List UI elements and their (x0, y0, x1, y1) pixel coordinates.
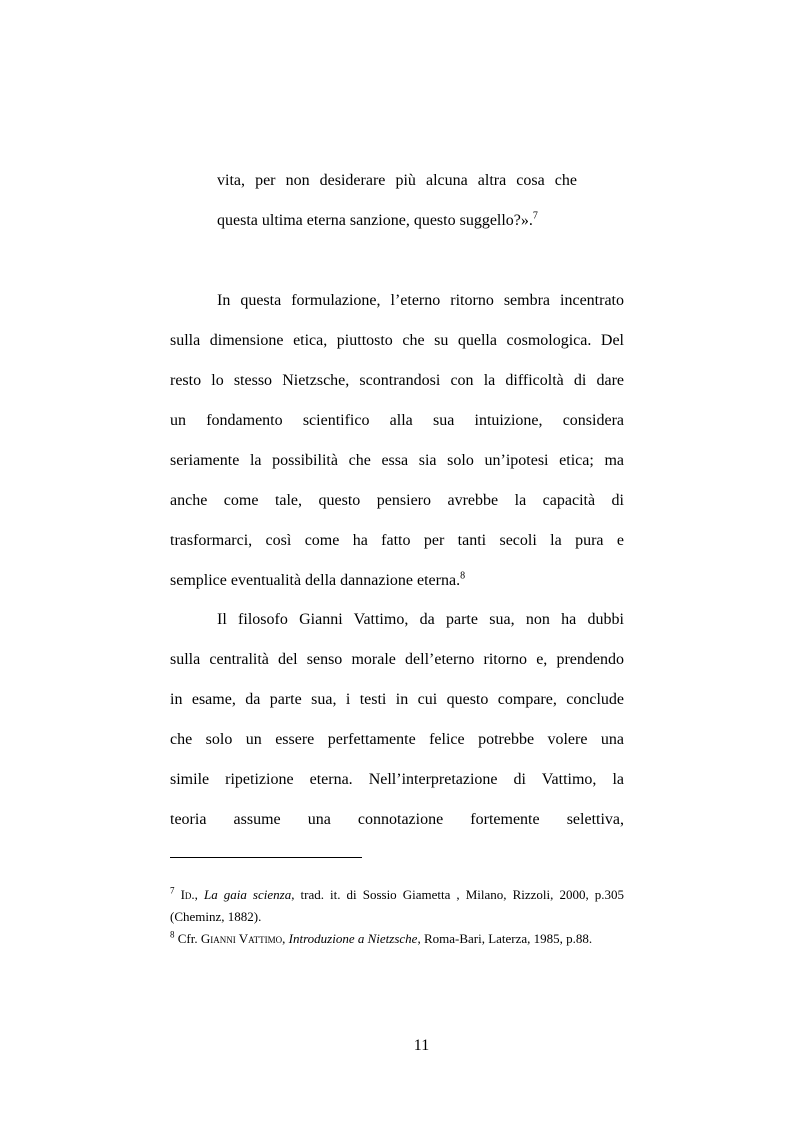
paragraph-line: resto lo stesso Nietzsche, scontrandosi con la difficoltà di dare (170, 372, 624, 389)
footnote-7-rest: , trad. it. di Sossio Giametta , Milano, Rizzoli, 2000, p.305 (291, 887, 625, 902)
footnotes (170, 884, 624, 950)
footnote-ref-8: 8 (460, 570, 466, 582)
paragraph-line (170, 561, 624, 601)
footnote-7-title: La gaia scienza (203, 887, 292, 902)
page-number: 11 (413, 1037, 430, 1054)
footnote-8-prefix: Cfr. (174, 931, 201, 946)
footnote-8-rest: , Roma-Bari, Laterza, 1985, p.88. (417, 931, 593, 946)
paragraph-line: Il filosofo Gianni Vattimo, da parte sua, non ha dubbi (217, 611, 624, 628)
paragraph-line: in esame, da parte sua, i testi in cui questo compare, conclude (170, 691, 624, 708)
footnote-7-author: Id. (180, 887, 195, 902)
quote-line-2 (217, 201, 577, 241)
footnote-separator (170, 857, 362, 858)
paragraph-1 (170, 281, 624, 601)
paragraph-line: che solo un essere perfettamente felice potrebbe volere una (170, 731, 624, 748)
quote-line-2-text: questa ultima eterna sanzione, questo suggello?». (217, 212, 533, 229)
block-quote (217, 161, 577, 241)
footnote-ref-7: 7 (532, 210, 538, 222)
footnote-8-sep: , (282, 931, 289, 946)
paragraph-line: simile ripetizione eterna. Nell’interpretazione di Vattimo, la (170, 771, 624, 788)
footnote-8-author: Gianni Vattimo (200, 931, 283, 946)
footnote-7 (170, 884, 624, 906)
footnote-7-mark: 7 (170, 885, 175, 896)
paragraph-line-text: semplice eventualità della dannazione eterna. (170, 572, 461, 589)
footnote-8 (170, 928, 624, 950)
paragraph-line: sulla dimensione etica, piuttosto che su quella cosmologica. Del (170, 332, 624, 349)
paragraph-line: seriamente la possibilità che essa sia solo un’ipotesi etica; ma (170, 452, 624, 469)
paragraph-line: trasformarci, così come ha fatto per tanti secoli la pura e (170, 532, 624, 549)
paragraph-line: In questa formulazione, l’eterno ritorno sembra incentrato (217, 292, 624, 309)
paragraph-2 (170, 600, 624, 840)
footnote-8-mark: 8 (170, 929, 175, 940)
paragraph-line: un fondamento scientifico alla sua intuizione, considera (170, 412, 624, 429)
footnote-7-sep: , (194, 887, 204, 902)
footnote-8-title: Introduzione a Nietzsche (288, 931, 418, 946)
footnote-7-continuation: (Cheminz, 1882). (170, 909, 262, 924)
paragraph-line: anche come tale, questo pensiero avrebbe la capacità di (170, 492, 624, 509)
paragraph-line: teoria assume una connotazione fortemente selettiva, (170, 811, 624, 828)
paragraph-line: sulla centralità del senso morale dell’eterno ritorno e, prendendo (170, 651, 624, 668)
quote-line-1: vita, per non desiderare più alcuna altra cosa che (217, 172, 577, 189)
